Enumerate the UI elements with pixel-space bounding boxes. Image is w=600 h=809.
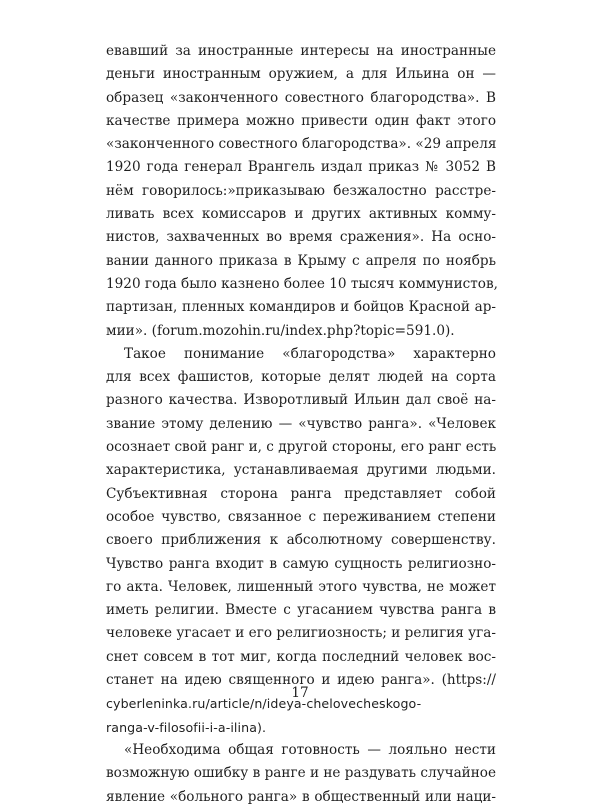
text-line: осознает свой ранг и, с другой стороны, его ранг есть bbox=[106, 439, 497, 456]
text-line: мии». (forum.mozohin.ru/index.php?topic=591.0). bbox=[106, 322, 455, 339]
text-line: ливать всех комиссаров и других активных комму- bbox=[106, 206, 496, 223]
text-line: разного качества. Изворотливый Ильин дал своё на- bbox=[106, 392, 496, 409]
text-line: нистов, захваченных во время сражения». На осно- bbox=[106, 229, 496, 246]
text-line: особое чувство, связанное с переживанием степени bbox=[106, 508, 496, 525]
url-line: cyberleninka.ru/article/n/ideya-chelovecheskogo- bbox=[106, 696, 422, 712]
text-line: образец «законченного совестного благородства». В bbox=[106, 89, 496, 106]
text-line: вании данного приказа в Крыму с апреля по ноябрь bbox=[106, 252, 496, 269]
text-line: для всех фашистов, которые делят людей на сорта bbox=[106, 369, 496, 386]
text-line: 1920 года генерал Врангель издал приказ № 3052 В bbox=[106, 159, 496, 176]
text-line: «законченного совестного благородства». «29 апреля bbox=[106, 136, 497, 153]
text-line: евавший за иностранные интересы на иностранные bbox=[106, 43, 496, 59]
url-line: ranga-v-filosofii-i-a-ilina). bbox=[106, 719, 267, 735]
text-line: снет совсем в тот миг, когда последний человек вос- bbox=[106, 648, 496, 665]
text-line: «Необходима общая готовность — лояльно нести bbox=[124, 741, 496, 758]
text-line: качестве примера можно привести один факт этого bbox=[106, 112, 496, 129]
text-line: Такое понимание «благородства» характерно bbox=[124, 345, 496, 362]
paragraph-2 bbox=[106, 343, 496, 739]
text-line: явление «больного ранга» в общественный или наци- bbox=[106, 788, 496, 805]
text-line: характеристика, устанавливаемая другими людьми. bbox=[106, 462, 496, 479]
text-line: Субъективная сторона ранга представляет собой bbox=[106, 485, 496, 502]
text-line: 1920 года было казнено более 10 тысяч коммунистов, bbox=[106, 275, 498, 292]
text-line: го акта. Человек, лишенный этого чувства, не может bbox=[106, 578, 496, 595]
text-line: деньги иностранным оружием, а для Ильина он — bbox=[106, 66, 496, 83]
paragraph-3 bbox=[106, 739, 496, 809]
text-line: своего приближения к абсолютному совершенству. bbox=[106, 532, 496, 549]
text-line: нём говорилось:»приказываю безжалостно расстре- bbox=[106, 182, 496, 199]
paragraph-1 bbox=[106, 40, 496, 343]
text-line: человеке угасает и его религиозность; и религия уга- bbox=[106, 625, 496, 642]
text-line: иметь религии. Вместе с угасанием чувства ранга в bbox=[106, 602, 496, 619]
text-line: станет на идею священного и идею ранга». (https:// bbox=[106, 672, 496, 689]
text-line: партизан, пленных командиров и бойцов Красной ар- bbox=[106, 299, 496, 316]
text-line: звание этому делению — «чувство ранга». «Человек bbox=[106, 415, 496, 432]
page-number: 17 bbox=[291, 685, 309, 701]
text-line: возможную ошибку в ранге и не раздувать случайное bbox=[106, 765, 497, 782]
text-line: Чувство ранга входит в самую сущность религиозно- bbox=[106, 555, 496, 572]
